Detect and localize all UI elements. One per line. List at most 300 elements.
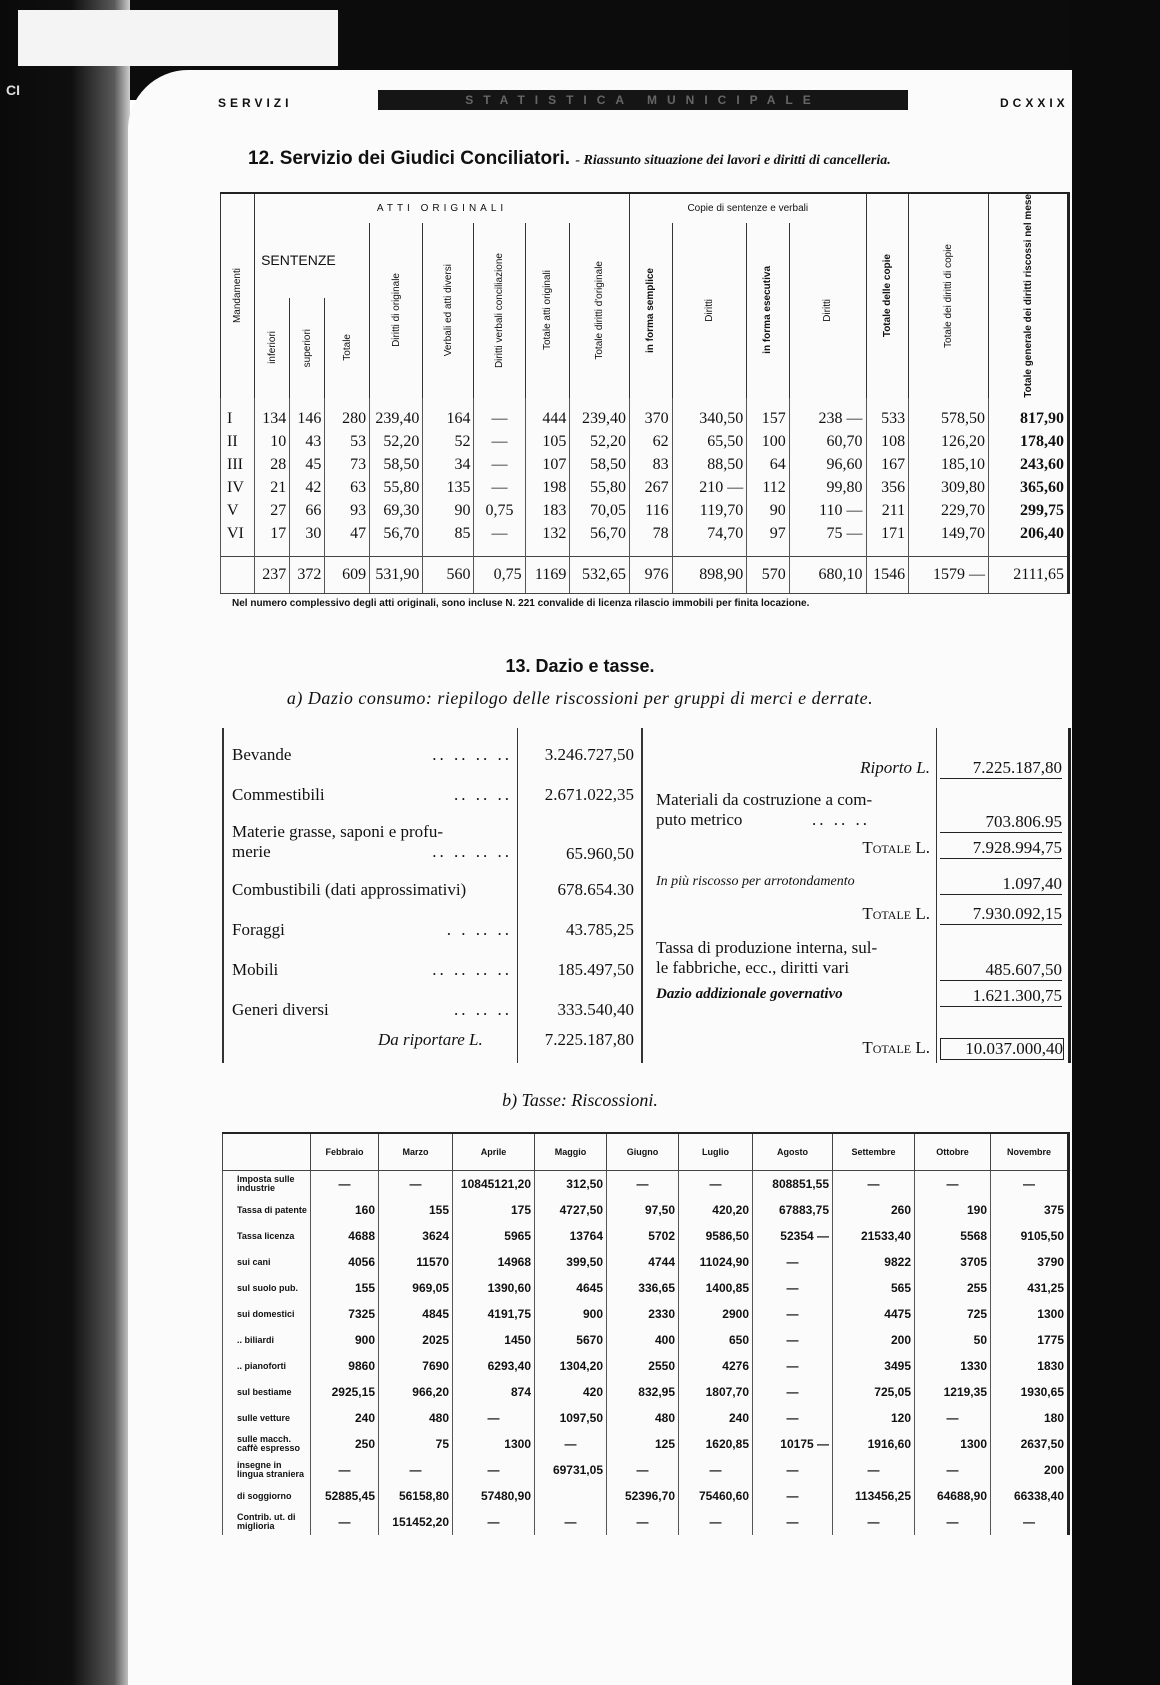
tasse-cell: 155 [379,1197,453,1223]
spacer-cell [290,546,325,557]
tasse-row [223,1379,1069,1405]
dazio-right-value: 10.037.000,40 [940,1038,1064,1060]
table-cell: 93 [325,500,370,523]
tasse-cell: 480 [379,1405,453,1431]
tasse-cell: — [753,1327,833,1353]
table-cell: — [474,454,525,477]
tasse-cell: 240 [311,1405,379,1431]
tasse-cell: 260 [833,1197,915,1223]
spacer-cell [909,546,989,557]
dazio-leader: .. .. .. [454,785,512,804]
tasse-cell: 5702 [607,1223,679,1249]
tasse-cell: 480 [607,1405,679,1431]
dazio-right-label: Totale L. [862,838,930,857]
tasse-row [223,1197,1069,1223]
spacer-cell [255,546,290,557]
dazio-item-label: Materie grasse, saponi e profu- [232,822,444,841]
table-cell: 132 [525,523,570,546]
tasse-row-label: .. biliardi [223,1327,311,1353]
section-12-title [248,148,891,170]
tasse-cell: 1930,65 [991,1379,1069,1405]
tasse-row-label: Imposta sulle industrie [223,1171,311,1198]
col-forma-esecutiva: in forma esecutiva [747,223,790,398]
spacer-cell [909,398,989,408]
dazio-leader: .. .. .. .. [432,842,512,861]
dazio-right-value: 7.930.092,15 [940,904,1062,925]
tasse-cell: 1300 [991,1301,1069,1327]
total-cell: 531,90 [370,556,423,593]
table-cell: 164 [423,408,474,431]
tasse-cell: 66338,40 [991,1483,1069,1509]
total-cell [221,556,255,593]
table-cell: 52,20 [370,431,423,454]
tasse-cell: 4475 [833,1301,915,1327]
tasse-cell: 57480,90 [453,1483,535,1509]
dazio-rule-2 [641,728,643,1063]
tasse-cell: — [607,1171,679,1198]
tasse-cell: 200 [833,1327,915,1353]
tasse-cell: 808851,55 [753,1171,833,1198]
tasse-row-label: sul bestiame [223,1379,311,1405]
spacer-cell [789,398,866,408]
tasse-cell: — [753,1353,833,1379]
table-cell: 108 [866,431,909,454]
table-cell: 817,90 [989,408,1069,431]
table-cell: 27 [255,500,290,523]
tasse-row-label: sui cani [223,1249,311,1275]
table-cell: 533 [866,408,909,431]
spacer-cell [672,398,747,408]
dazio-right-label: Riporto L. [860,758,930,777]
tasse-cell: 75 [379,1431,453,1457]
table-cell: 134 [255,408,290,431]
tasse-cell: — [607,1509,679,1535]
dazio-item-label-cont: merie [232,842,271,861]
tasse-cell: — [535,1431,607,1457]
tasse-row-label: .. pianoforti [223,1353,311,1379]
table-cell: 210 — [672,477,747,500]
dazio-item-label: Combustibili (dati approssimativi) [232,880,467,899]
tasse-cell: 565 [833,1275,915,1301]
table-cell: 167 [866,454,909,477]
table-cell: 42 [290,477,325,500]
mandamento-label: II [221,431,255,454]
tasse-cell: 13764 [535,1223,607,1249]
month-header: Agosto [753,1133,833,1171]
table-cell: 444 [525,408,570,431]
dazio-right-label: Tassa di produzione interna, sul- [656,938,878,957]
col-totale-diritti-copie: Totale dei diritti di copie [909,193,989,398]
dazio-item-value: 333.540,40 [557,1000,634,1019]
table-cell: 70,05 [570,500,630,523]
dazio-item-label: Foraggi [232,920,285,939]
table-cell: 183 [525,500,570,523]
tasse-cell: — [915,1457,991,1483]
month-header: Marzo [379,1133,453,1171]
tasse-cell: 1219,35 [915,1379,991,1405]
mandamento-label: III [221,454,255,477]
month-header: Febbraio [311,1133,379,1171]
tasse-row-label: di soggiorno [223,1483,311,1509]
tasse-cell: 650 [679,1327,753,1353]
group-sentenze: SENTENZE [255,223,370,298]
table-cell: 63 [325,477,370,500]
table-cell: 10 [255,431,290,454]
total-cell: 898,90 [672,556,747,593]
col-diritti-esecutiva: Diritti [789,223,866,398]
spacer-cell [866,546,909,557]
table-cell: 85 [423,523,474,546]
tasse-cell: — [915,1509,991,1535]
table-cell: 53 [325,431,370,454]
tasse-cell: — [379,1171,453,1198]
tasse-cell: 3495 [833,1353,915,1379]
total-cell: 1169 [525,556,570,593]
tasse-cell: 7325 [311,1301,379,1327]
tasse-row-label: insegne in lingua straniera [223,1457,311,1483]
tasse-cell: 125 [607,1431,679,1457]
tasse-row [223,1327,1069,1353]
table-cell: 149,70 [909,523,989,546]
total-cell: 680,10 [789,556,866,593]
col-totale-atti: Totale atti originali [525,223,570,398]
table-cell: 43 [290,431,325,454]
section-12-subtitle: - Riassunto situazione dei lavori e diritti di cancelleria. [575,153,891,168]
scan-border-left [0,0,130,1685]
dazio-item-label: Mobili [232,960,279,979]
tasse-cell: 7690 [379,1353,453,1379]
tasse-cell: 900 [535,1301,607,1327]
tasse-cell: 1830 [991,1353,1069,1379]
tasse-cell: — [833,1171,915,1198]
tasse-cell: 160 [311,1197,379,1223]
total-cell: 372 [290,556,325,593]
tasse-cell: 400 [607,1327,679,1353]
tasse-cell: — [753,1509,833,1535]
dazio-right-label: Dazio addizionale governativo [656,986,843,1002]
tasse-cell: 250 [311,1431,379,1457]
tasse-row-label: Contrib. ut. di miglioria [223,1509,311,1535]
tasse-cell: 4688 [311,1223,379,1249]
section-13-title: 13. Dazio e tasse. [505,656,655,676]
mandamento-label: I [221,408,255,431]
totals-row [221,556,1069,593]
table-cell: 243,60 [989,454,1069,477]
dazio-item-value: 678.654.30 [557,880,634,899]
col-totale-diritti-originale: Totale diritti d'originale [570,223,630,398]
col-diritti-semplice: Diritti [672,223,747,398]
tasse-cell: 431,25 [991,1275,1069,1301]
spacer-cell [221,398,255,408]
tasse-cell: 190 [915,1197,991,1223]
table-cell: — [474,408,525,431]
tasse-cell: — [535,1509,607,1535]
dazio-rule-3 [936,728,937,1063]
total-cell: 976 [630,556,673,593]
spacer-cell [474,546,525,557]
dazio-right-value: 1.097,40 [940,874,1062,895]
dazio-item-label: Bevande [232,745,292,764]
tasse-cell: 11570 [379,1249,453,1275]
tasse-row-label: sulle macch. caffè espresso [223,1431,311,1457]
tasse-cell: 9860 [311,1353,379,1379]
table-cell: 299,75 [989,500,1069,523]
scan-border-right [1070,0,1160,1685]
tasse-cell: 151452,20 [379,1509,453,1535]
table-cell: 73 [325,454,370,477]
total-cell: 1546 [866,556,909,593]
tasse-cell: 1304,20 [535,1353,607,1379]
total-cell: 0,75 [474,556,525,593]
tasse-cell: — [833,1457,915,1483]
tasse-cell: — [453,1405,535,1431]
table-cell: 45 [290,454,325,477]
tasse-row [223,1171,1069,1198]
tasse-cell: 4056 [311,1249,379,1275]
table-cell: 206,40 [989,523,1069,546]
tasse-cell: 2637,50 [991,1431,1069,1457]
spacer-cell [325,546,370,557]
dazio-item-value: 185.497,50 [557,960,634,979]
tasse-cell: 4645 [535,1275,607,1301]
total-cell: 560 [423,556,474,593]
dazio-leader: .. .. .. .. [432,745,512,764]
table-cell: 267 [630,477,673,500]
tasse-cell: 21533,40 [833,1223,915,1249]
tasse-cell: 4845 [379,1301,453,1327]
table-cell: 96,60 [789,454,866,477]
table-cell: 60,70 [789,431,866,454]
col-totale-copie: Totale delle copie [866,193,909,398]
table-cell: 578,50 [909,408,989,431]
tasse-cell: 2900 [679,1301,753,1327]
tasse-cell: 4727,50 [535,1197,607,1223]
col-totale-sentenze: Totale [325,298,370,398]
tasse-cell: — [833,1509,915,1535]
spacer-cell [747,398,790,408]
month-header: Giugno [607,1133,679,1171]
table-row [221,408,1069,431]
spacer-cell [989,546,1069,557]
tasse-cell: 420 [535,1379,607,1405]
spacer-cell [525,398,570,408]
tasse-cell: — [311,1457,379,1483]
tasse-cell: 5568 [915,1223,991,1249]
tasse-cell: 9105,50 [991,1223,1069,1249]
table-cell: 157 [747,408,790,431]
tasse-row [223,1249,1069,1275]
total-cell: 2111,65 [989,556,1069,593]
tasse-cell: 1807,70 [679,1379,753,1405]
table-cell: 83 [630,454,673,477]
tasse-row-label: Tassa licenza [223,1223,311,1249]
table-cell: 135 [423,477,474,500]
table-cell: 17 [255,523,290,546]
dazio-item-value: 65.960,50 [566,844,634,863]
dazio-right-value: 7.928.994,75 [940,838,1062,859]
table-cell: 58,50 [570,454,630,477]
table-cell: 69,30 [370,500,423,523]
tasse-cell: — [753,1379,833,1405]
table-cell: 97 [747,523,790,546]
tasse-cell: 1300 [915,1431,991,1457]
tasse-row [223,1301,1069,1327]
table-cell: 100 [747,431,790,454]
table-cell: 116 [630,500,673,523]
table-row [221,523,1069,546]
table-cell: 21 [255,477,290,500]
tasse-row-label: Tassa di patente [223,1197,311,1223]
table-cell: 52,20 [570,431,630,454]
col-totale-generale: Totale generale dei diritti riscossi nel mese [989,193,1069,398]
tasse-cell: 3705 [915,1249,991,1275]
tasse-cell: — [753,1457,833,1483]
col-superiori: superiori [290,298,325,398]
tasse-row [223,1223,1069,1249]
tasse-cell: 1775 [991,1327,1069,1353]
page-number: DCXXIX [1000,96,1069,110]
tasse-cell: 3624 [379,1223,453,1249]
table-cell: 356 [866,477,909,500]
table-cell: 112 [747,477,790,500]
dazio-right-leader: .. .. .. [812,810,870,829]
tasse-cell: 2925,15 [311,1379,379,1405]
edge-mark: CI [6,82,20,98]
table-spacer [221,546,1069,557]
tasse-cell: 420,20 [679,1197,753,1223]
mandamento-label: VI [221,523,255,546]
tasse-cell: 900 [311,1327,379,1353]
tasse-row [223,1275,1069,1301]
tasse-cell: — [915,1171,991,1198]
table-cell: 309,80 [909,477,989,500]
tasse-table [222,1132,1070,1535]
tasse-cell: 4744 [607,1249,679,1275]
month-header: Novembre [991,1133,1069,1171]
mandamento-label: V [221,500,255,523]
tasse-cell: 1450 [453,1327,535,1353]
tasse-cell: 52354 — [753,1223,833,1249]
section-12-note: Nel numero complessivo degli atti originali, sono incluse N. 221 convalide di licenza rilascio immobili per finita locazione. [232,598,810,609]
tasse-cell: 2330 [607,1301,679,1327]
tasse-cell: — [453,1457,535,1483]
month-header: Luglio [679,1133,753,1171]
total-cell: 532,65 [570,556,630,593]
tasse-cell: 175 [453,1197,535,1223]
tasse-row [223,1483,1069,1509]
tasse-row [223,1509,1069,1535]
table-cell: 55,80 [370,477,423,500]
dazio-right-value: 1.621.300,75 [940,986,1062,1007]
table-cell: — [474,477,525,500]
tasse-header-row [223,1133,1069,1171]
tasse-cell: 1620,85 [679,1431,753,1457]
table-cell: 238 — [789,408,866,431]
table-cell: 340,50 [672,408,747,431]
month-header: Maggio [535,1133,607,1171]
tasse-cell: 874 [453,1379,535,1405]
table-cell: 211 [866,500,909,523]
dazio-item-value: 2.671.022,35 [544,785,634,804]
tasse-cell: 399,50 [535,1249,607,1275]
tasse-cell: 1097,50 [535,1405,607,1431]
tasse-row-label: sulle vetture [223,1405,311,1431]
dazio-rule-1 [517,728,518,1063]
table-cell: 171 [866,523,909,546]
spacer-cell [370,546,423,557]
table-row [221,500,1069,523]
section-13b-subtitle: b) Tasse: Riscossioni. [502,1090,658,1110]
spacer-cell [221,546,255,557]
tasse-body [223,1171,1069,1536]
tasse-cell: — [679,1171,753,1198]
tasse-cell: 155 [311,1275,379,1301]
table-cell: 65,50 [672,431,747,454]
tasse-row [223,1353,1069,1379]
month-header: Settembre [833,1133,915,1171]
table-cell: 56,70 [570,523,630,546]
tasse-row [223,1457,1069,1483]
tasse-cell: — [607,1457,679,1483]
total-cell: 1579 — [909,556,989,593]
col-inferiori: inferiori [255,298,290,398]
total-cell: 609 [325,556,370,593]
group-copie: Copie di sentenze e verbali [630,193,866,223]
tasse-cell: 375 [991,1197,1069,1223]
spacer-cell [747,546,790,557]
spacer-cell [672,546,747,557]
table-cell: 229,70 [909,500,989,523]
tasse-cell: 10845121,20 [453,1171,535,1198]
dazio-item-label: Generi diversi [232,1000,329,1019]
tasse-cell: 1300 [453,1431,535,1457]
dazio-right-label: In più riscosso per arrotondamento [656,874,855,889]
tasse-cell: 966,20 [379,1379,453,1405]
tasse-row-label: sul suolo pub. [223,1275,311,1301]
tasse-cell: 56158,80 [379,1483,453,1509]
tasse-cell: — [753,1301,833,1327]
dazio-right-label-cont: puto metrico [656,810,743,829]
tasse-cell: — [311,1171,379,1198]
dazio-right-label: Totale L. [862,904,930,923]
conciliatori-table [220,192,1070,594]
tasse-cell: 336,65 [607,1275,679,1301]
table-cell: 55,80 [570,477,630,500]
spacer-cell [570,398,630,408]
dazio-right-label: Totale L. [862,1038,930,1057]
table-cell: 198 [525,477,570,500]
tasse-row-label: sui domestici [223,1301,311,1327]
table-cell: 28 [255,454,290,477]
tasse-cell: 200 [991,1457,1069,1483]
dazio-right-value: 7.225.187,80 [940,758,1062,779]
table-cell: 88,50 [672,454,747,477]
spacer-cell [630,546,673,557]
tasse-cell: 11024,90 [679,1249,753,1275]
tasse-cell: — [753,1405,833,1431]
spacer-cell [325,398,370,408]
tasse-row [223,1405,1069,1431]
col-diritti-originale: Diritti di originale [370,223,423,398]
tasse-cell: 180 [991,1405,1069,1431]
table-cell: 107 [525,454,570,477]
table-cell: 239,40 [370,408,423,431]
tasse-cell: 1390,60 [453,1275,535,1301]
table-cell: 62 [630,431,673,454]
tasse-cell: 69731,05 [535,1457,607,1483]
tasse-cell: 312,50 [535,1171,607,1198]
dazio-leader: .. .. .. [454,1000,512,1019]
